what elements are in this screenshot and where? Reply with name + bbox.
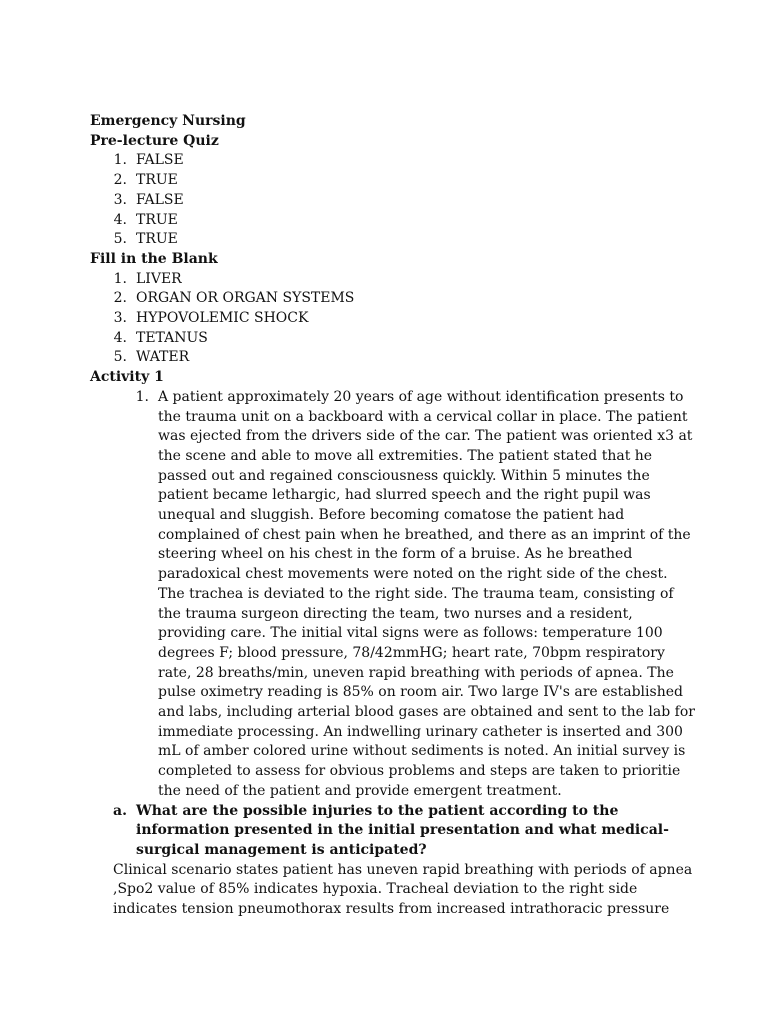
item-number: 4. bbox=[113, 211, 127, 228]
item-answer: FALSE bbox=[136, 191, 184, 208]
case-line: completed to assess for obvious problems and steps are taken to prioritie bbox=[158, 763, 681, 780]
quiz-heading: Pre-lecture Quiz bbox=[90, 132, 219, 149]
item-number: 3. bbox=[113, 191, 127, 208]
case-line: patient became lethargic, had slurred speech and the right pupil was bbox=[158, 487, 651, 504]
answer-text bbox=[113, 861, 693, 920]
item-number: 2. bbox=[113, 290, 127, 307]
case-line: A patient approximately 20 years of age without identification presents to bbox=[158, 388, 684, 405]
item-answer: HYPOVOLEMIC SHOCK bbox=[136, 310, 309, 326]
case-line: the trauma unit on a backboard with a cervical collar in place. The patient bbox=[158, 408, 688, 425]
case-line: passed out and regained consciousness quickly. Within 5 minutes the bbox=[158, 467, 650, 484]
question-text bbox=[136, 802, 669, 861]
answer-line: Clinical scenario states patient has uneven rapid breathing with periods of apnea bbox=[113, 861, 693, 878]
case-line: steering wheel on his chest in the form of a bruise. As he breathed bbox=[158, 546, 633, 563]
case-line: unequal and sluggish. Before becoming comatose the patient had bbox=[158, 507, 625, 524]
case-line: the need of the patient and provide emergent treatment. bbox=[158, 782, 562, 799]
question-line: What are the possible injuries to the patient according to the bbox=[136, 802, 619, 819]
item-answer: TRUE bbox=[136, 231, 178, 248]
document-title: Emergency Nursing bbox=[90, 113, 246, 129]
fill-blank-heading: Fill in the Blank bbox=[90, 250, 218, 267]
item-answer: TETANUS bbox=[136, 329, 208, 346]
case-line: and labs, including arterial blood gases are obtained and sent to the lab for bbox=[158, 704, 695, 721]
item-answer: LIVER bbox=[136, 270, 182, 287]
item-number: 3. bbox=[113, 310, 127, 326]
case-line: rate, 28 breaths/min, uneven rapid breathing with periods of apnea. The bbox=[158, 664, 674, 681]
case-line: degrees F; blood pressure, 78/42mmHG; heart rate, 70bpm respiratory bbox=[158, 644, 665, 661]
case-line: paradoxical chest movements were noted on the right side of the chest. bbox=[158, 566, 668, 583]
question-line: information presented in the initial presentation and what medical- bbox=[136, 822, 669, 839]
case-line: providing care. The initial vital signs were as follows: temperature 100 bbox=[158, 625, 663, 642]
item-answer: WATER bbox=[136, 349, 190, 366]
case-line: mL of amber colored urine without sediments is noted. An initial survey is bbox=[158, 743, 686, 760]
question-label: a. bbox=[113, 802, 127, 819]
case-line: immediate processing. An indwelling urinary catheter is inserted and 300 bbox=[158, 723, 683, 740]
item-answer: ORGAN OR ORGAN SYSTEMS bbox=[136, 290, 355, 307]
answer-line: indicates tension pneumothorax results from increased intrathoracic pressure bbox=[113, 901, 670, 917]
item-answer: FALSE bbox=[136, 152, 184, 169]
item-answer: TRUE bbox=[136, 211, 178, 228]
case-line: the trauma surgeon directing the team, two nurses and a resident, bbox=[158, 605, 633, 622]
item-number: 1. bbox=[113, 152, 127, 169]
case-number: 1. bbox=[135, 388, 149, 405]
item-number: 2. bbox=[113, 172, 127, 189]
item-answer: TRUE bbox=[136, 172, 178, 189]
case-line: was ejected from the drivers side of the car. The patient was oriented x3 at bbox=[158, 428, 693, 445]
case-line: The trachea is deviated to the right side. The trauma team, consisting of bbox=[158, 585, 674, 602]
case-line: complained of chest pain when he breathed, and there as an imprint of the bbox=[158, 526, 691, 543]
case-line: the scene and able to move all extremities. The patient stated that he bbox=[158, 447, 653, 464]
case-paragraph bbox=[158, 388, 695, 802]
answer-line: ,Spo2 value of 85% indicates hypoxia. Tracheal deviation to the right side bbox=[113, 881, 638, 898]
question-line: surgical management is anticipated? bbox=[136, 841, 427, 858]
item-number: 5. bbox=[113, 349, 127, 366]
item-number: 1. bbox=[113, 270, 127, 287]
item-number: 4. bbox=[113, 329, 127, 346]
case-line: pulse oximetry reading is 85% on room air. Two large IV's are established bbox=[158, 684, 683, 701]
item-number: 5. bbox=[113, 231, 127, 248]
activity-heading: Activity 1 bbox=[90, 369, 164, 386]
